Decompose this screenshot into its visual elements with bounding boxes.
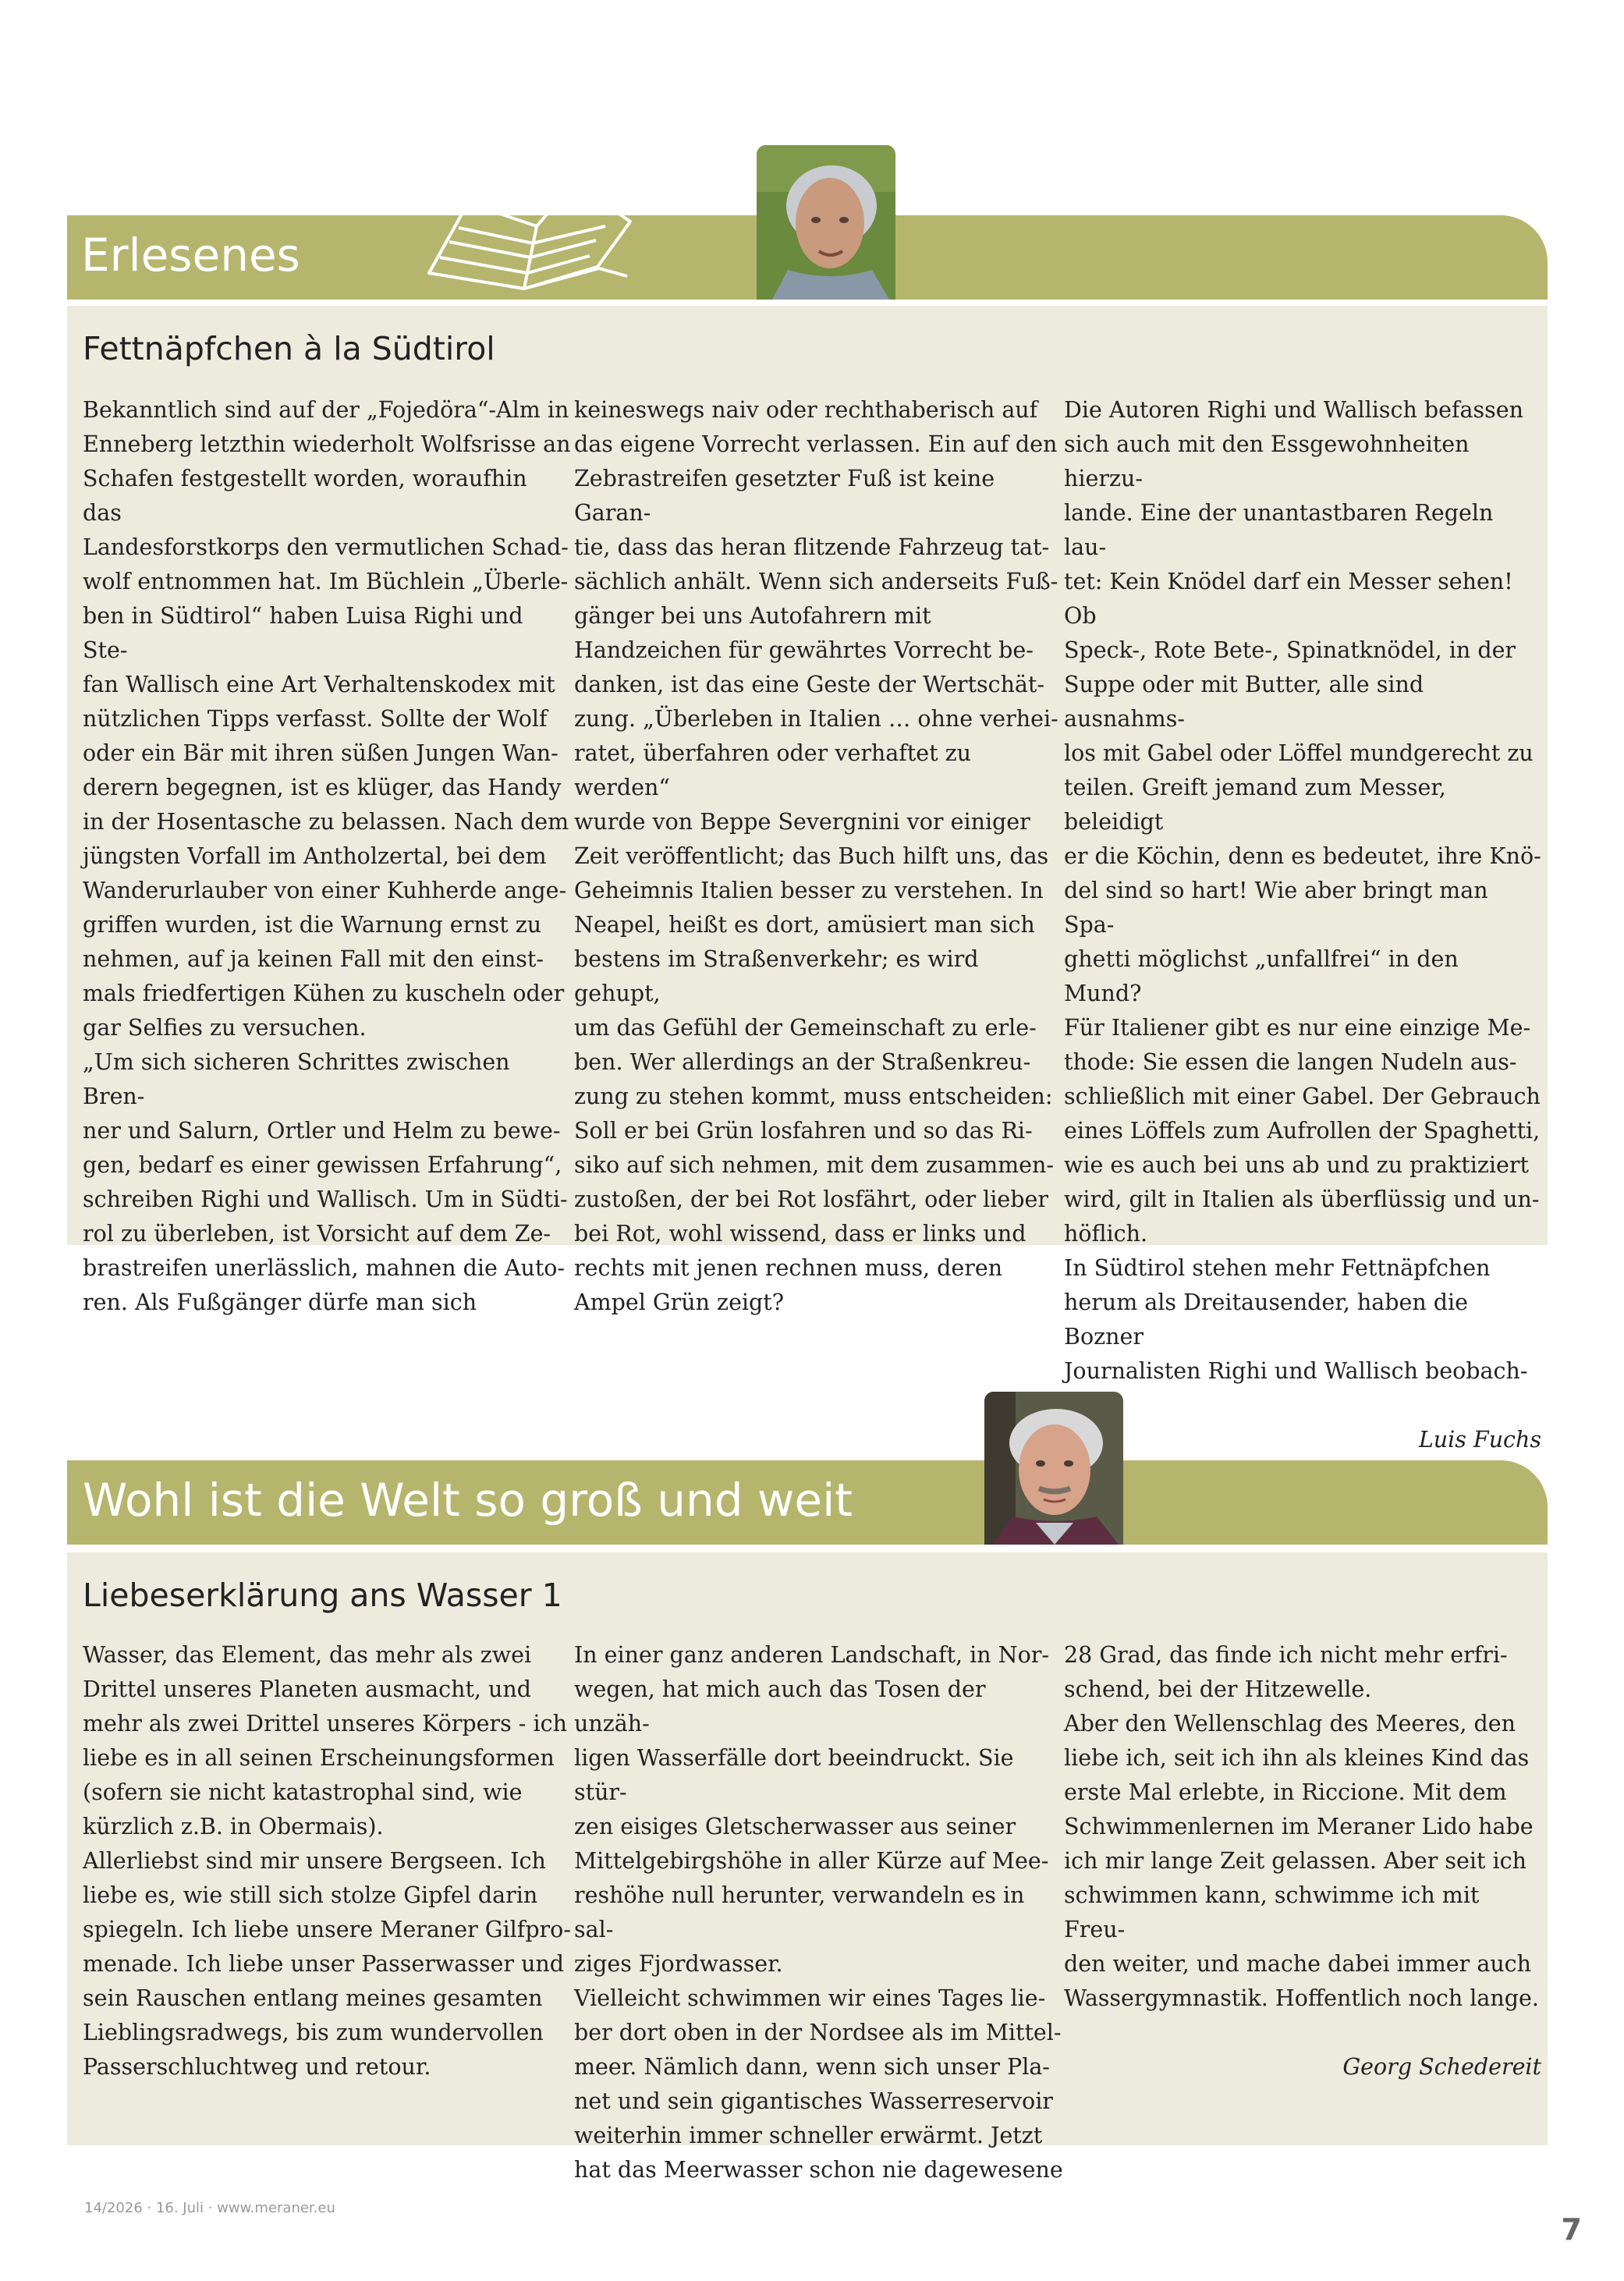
text-line: reshöhe null herunter, verwandeln es in sal- [574, 1882, 1025, 1942]
text-line: spiegeln. Ich liebe unsere Meraner Gilfpro- [83, 1917, 571, 1942]
text-line: jüngsten Vorfall im Antholzertal, bei dem [83, 843, 547, 869]
text-line: danken, ist das eine Geste der Wertschät- [574, 672, 1044, 697]
text-line: meer. Nämlich dann, wenn sich unser Pla- [574, 2054, 1050, 2080]
text-line: eines Löffels zum Aufrollen der Spaghetti, [1064, 1118, 1541, 1144]
text-column-3 [1064, 1638, 1541, 2084]
text-line: tie, dass das heran flitzende Fahrzeug tat- [574, 534, 1050, 560]
text-line: liebe es in all seinen Erscheinungsformen [83, 1745, 555, 1771]
page-number: 7 [1561, 2212, 1582, 2247]
text-line: wird, gilt in Italien als überflüssig und un- [1064, 1187, 1540, 1212]
text-line: den weiter, und mache dabei immer auch [1064, 1951, 1532, 1977]
text-line: 28 Grad, das finde ich nicht mehr erfri- [1064, 1642, 1508, 1668]
text-line [1064, 1389, 1541, 1423]
text-line: Neapel, heißt es dort, amüsiert man sich [574, 912, 1035, 938]
text-line: zustoßen, der bei Rot losfährt, oder lieber [574, 1187, 1048, 1212]
text-line: ziges Fjordwasser. [574, 1951, 783, 1977]
text-line: Vielleicht schwimmen wir eines Tages lie- [574, 1985, 1046, 2011]
text-line: Schafen festgestellt worden, woraufhin das [83, 466, 527, 526]
author-photo [757, 145, 895, 300]
text-line: rol zu überleben, ist Vorsicht auf dem Ze- [83, 1221, 551, 1247]
text-line: fan Wallisch eine Art Verhaltenskodex mit [83, 672, 555, 697]
text-line: ben in Südtirol“ haben Luisa Righi und Ste- [83, 603, 523, 663]
text-line: (sofern sie nicht katastrophal sind, wie [83, 1779, 523, 1805]
text-line: erste Mal erlebte, in Riccione. Mit dem [1064, 1779, 1507, 1805]
text-line: In Südtirol stehen mehr Fettnäpfchen [1064, 1255, 1491, 1281]
text-line: mals friedfertigen Kühen zu kuscheln oder [83, 981, 565, 1006]
text-line: Soll er bei Grün losfahren und so das Ri- [574, 1118, 1033, 1144]
text-line: liebe ich, seit ich ihn als kleines Kind das [1064, 1745, 1530, 1771]
text-line: Die Autoren Righi und Wallisch befassen [1064, 397, 1523, 423]
text-line: sein Rauschen entlang meines gesamten [83, 1985, 543, 2011]
text-line: Ampel Grün zeigt? [574, 1289, 785, 1315]
text-column-1 [83, 393, 573, 1320]
text-line: er die Köchin, denn es bedeutet, ihre Knö- [1064, 843, 1541, 869]
text-line: schreiben Righi und Wallisch. Um in Südti- [83, 1187, 568, 1212]
text-line: Landesforstkorps den vermutlichen Schad- [83, 534, 569, 560]
text-line: ben. Wer allerdings an der Straßenkreu- [574, 1049, 1031, 1075]
text-line: ligen Wasserfälle dort beeindruckt. Sie stür- [574, 1745, 1014, 1805]
section-title: Wohl ist die Welt so groß und weit [83, 1474, 853, 1527]
footer-issue-info: 14/2026 · 16. Juli · www.meraner.eu [84, 2200, 335, 2216]
text-line: nützlichen Tipps verfasst. Sollte der Wolf [83, 706, 548, 732]
text-line: Suppe oder mit Butter, alle sind ausnahms- [1064, 672, 1424, 732]
text-line: griffen wurden, ist die Warnung ernst zu [83, 912, 542, 938]
text-line: bei Rot, wohl wissend, dass er links und [574, 1221, 1027, 1247]
text-line: kürzlich z.B. in Obermais). [83, 1814, 384, 1839]
text-line: tet: Kein Knödel darf ein Messer sehen! Ob [1064, 569, 1513, 629]
text-line: zen eisiges Gletscherwasser aus seiner [574, 1814, 1016, 1839]
text-line: ren. Als Fußgänger dürfe man sich [83, 1289, 477, 1315]
text-line: rechts mit jenen rechnen muss, deren [574, 1255, 1003, 1281]
text-line: lande. Eine der unantastbaren Regeln lau- [1064, 500, 1494, 560]
text-line: ghetti möglichst „unfallfrei“ in den Mund? [1064, 946, 1459, 1006]
text-column-3 [1064, 393, 1541, 1457]
text-line: gen, bedarf es einer gewissen Erfahrung“, [83, 1152, 562, 1178]
text-line: Wassergymnastik. Hoffentlich noch lange. [1064, 1985, 1539, 2011]
text-line: Wasser, das Element, das mehr als zwei [83, 1642, 532, 1668]
text-line: Schwimmenlernen im Meraner Lido habe [1064, 1814, 1534, 1839]
text-line: „Um sich sicheren Schrittes zwischen Bren- [83, 1049, 510, 1109]
text-line: Bekanntlich sind auf der „Fojedöra“-Alm in [83, 397, 569, 423]
text-line: los mit Gabel oder Löffel mundgerecht zu [1064, 740, 1534, 766]
text-line: gänger bei uns Autofahrern mit [574, 603, 931, 629]
text-line: um das Gefühl der Gemeinschaft zu erle- [574, 1015, 1037, 1041]
author-photo [984, 1392, 1123, 1545]
text-line: Für Italiener gibt es nur eine einzige Me- [1064, 1015, 1531, 1041]
text-line: schend, bei der Hitzewelle. [1064, 1676, 1372, 1702]
text-line: derern begegnen, ist es klüger, das Handy [83, 775, 562, 800]
text-line: oder ein Bär mit ihren süßen Jungen Wan- [83, 740, 558, 766]
text-line: thode: Sie essen die langen Nudeln aus- [1064, 1049, 1517, 1075]
text-line: ich mir lange Zeit gelassen. Aber seit ich [1064, 1848, 1526, 1874]
article-headline: Fettnäpfchen à la Südtirol [83, 330, 495, 367]
text-line: wurde von Beppe Severgnini vor einiger [574, 809, 1030, 835]
text-line: sich auch mit den Essgewohnheiten hierzu- [1064, 431, 1470, 491]
text-line: weiterhin immer schneller erwärmt. Jetzt [574, 2123, 1043, 2148]
text-line: schwimmen kann, schwimme ich mit Freu- [1064, 1882, 1480, 1942]
open-book-icon [421, 181, 640, 292]
text-line: liebe es, wie still sich stolze Gipfel darin [83, 1882, 538, 1908]
text-line: in der Hosentasche zu belassen. Nach dem [83, 809, 569, 835]
text-line: wolf entnommen hat. Im Büchlein „Überle- [83, 569, 569, 594]
text-line: schließlich mit einer Gabel. Der Gebrauch [1064, 1084, 1541, 1109]
text-line: Allerliebst sind mir unsere Bergseen. Ich [83, 1848, 546, 1874]
text-line: Passerschluchtweg und retour. [83, 2054, 431, 2080]
text-line: ner und Salurn, Ortler und Helm zu bewe- [83, 1118, 561, 1144]
text-line: Zebrastreifen gesetzter Fuß ist keine Garan- [574, 466, 995, 526]
section-title: Erlesenes [81, 229, 300, 282]
text-line: Zeit veröffentlicht; das Buch hilft uns, das [574, 843, 1049, 869]
text-line: zung zu stehen kommt, muss entscheiden: [574, 1084, 1053, 1109]
text-line: ratet, überfahren oder verhaftet zu werden“ [574, 740, 972, 800]
text-line: wegen, hat mich auch das Tosen der unzäh- [574, 1676, 986, 1736]
text-line: teilen. Greift jemand zum Messer, beleidigt [1064, 775, 1446, 835]
text-line: net und sein gigantisches Wasserreservoir [574, 2088, 1053, 2114]
text-line: nehmen, auf ja keinen Fall mit den einst- [83, 946, 544, 972]
text-line [1064, 2016, 1541, 2050]
text-line: Handzeichen für gewährtes Vorrecht be- [574, 637, 1034, 663]
text-line: In einer ganz anderen Landschaft, in Nor- [574, 1642, 1050, 1668]
text-line: Mittelgebirgshöhe in aller Kürze auf Mee- [574, 1848, 1049, 1874]
text-line: bestens im Straßenverkehr; es wird gehupt, [574, 946, 979, 1006]
article-headline: Liebeserklärung ans Wasser 1 [83, 1577, 562, 1614]
text-line: Speck-, Rote Bete-, Spinatknödel, in der [1064, 637, 1516, 663]
text-line: siko auf sich nehmen, mit dem zusammen- [574, 1152, 1054, 1178]
text-line: mehr als zwei Drittel unseres Körpers - ich [83, 1711, 567, 1736]
text-column-1 [83, 1638, 573, 2084]
author-signature: Luis Fuchs [1418, 1427, 1541, 1453]
text-line: keineswegs naiv oder rechthaberisch auf [574, 397, 1038, 423]
text-line: Drittel unseres Planeten ausmacht, und [83, 1676, 531, 1702]
text-line: sächlich anhält. Wenn sich anderseits Fuß- [574, 569, 1058, 594]
text-line: hat das Meerwasser schon nie dagewesene [574, 2157, 1063, 2183]
text-line: Journalisten Righi und Wallisch beobach- [1064, 1358, 1528, 1384]
text-line: höflich. [1064, 1221, 1148, 1247]
text-line: brastreifen unerlässlich, mahnen die Auto- [83, 1255, 566, 1281]
text-line: gar Selfies zu versuchen. [83, 1015, 367, 1041]
text-line: herum als Dreitausender, haben die Bozner [1064, 1289, 1468, 1350]
author-signature: Georg Schedereit [1342, 2054, 1541, 2080]
text-line: zung. „Überleben in Italien … ohne verhei- [574, 706, 1058, 732]
text-column-2 [574, 1638, 1064, 2187]
text-line: Aber den Wellenschlag des Meeres, den [1064, 1711, 1516, 1736]
text-line: Lieblingsradwegs, bis zum wundervollen [83, 2020, 544, 2045]
text-line: ber dort oben in der Nordsee als im Mittel- [574, 2020, 1062, 2045]
text-line: Wanderurlauber von einer Kuhherde ange- [83, 878, 567, 903]
text-line: menade. Ich liebe unser Passerwasser und [83, 1951, 565, 1977]
text-line: Geheimnis Italien besser zu verstehen. In [574, 878, 1044, 903]
text-line: wie es auch bei uns ab und zu praktiziert [1064, 1152, 1529, 1178]
text-line: del sind so hart! Wie aber bringt man Spa- [1064, 878, 1488, 938]
text-line: das eigene Vorrecht verlassen. Ein auf den [574, 431, 1058, 457]
text-line: Enneberg letzthin wiederholt Wolfsrisse an [83, 431, 571, 457]
text-column-2 [574, 393, 1064, 1320]
